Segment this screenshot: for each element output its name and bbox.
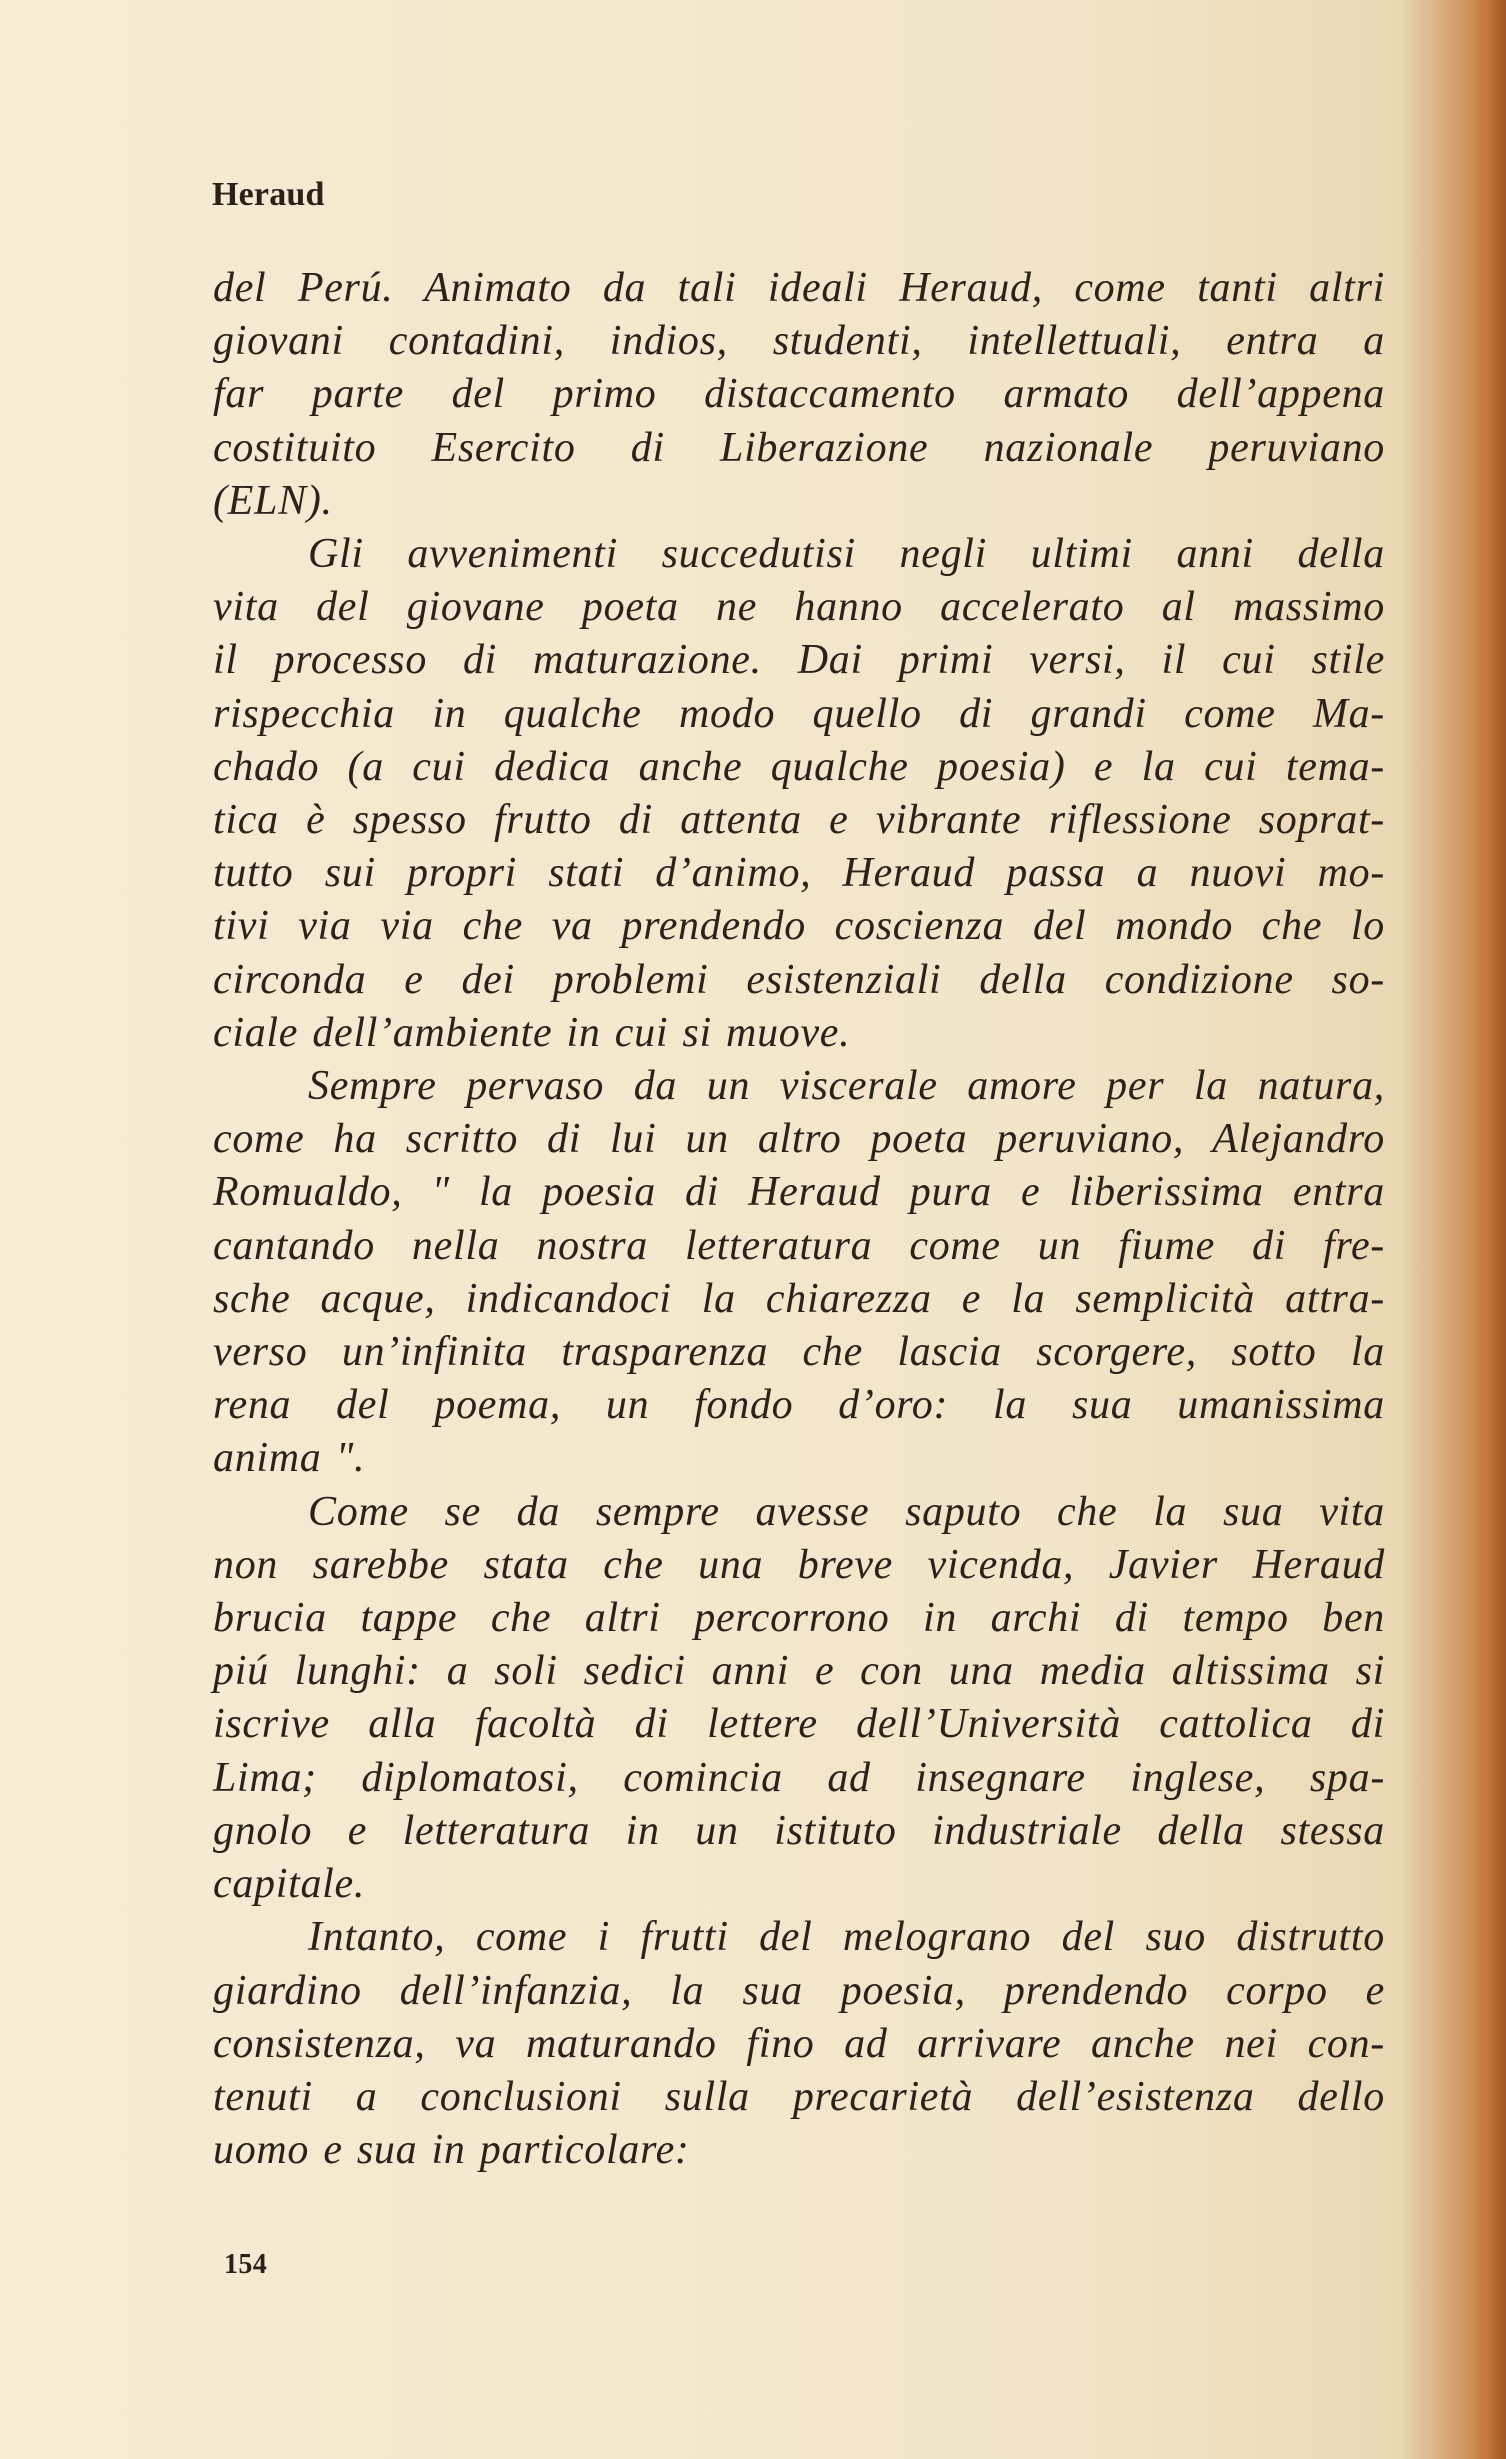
text-line: Intanto, come i frutti del melograno del suo distrutto xyxy=(308,1914,1385,1961)
text-line: giardino dell’infanzia, la sua poesia, prendendo corpo e xyxy=(213,1967,1385,2014)
text-line: far parte del primo distaccamento armato dell’appena xyxy=(213,371,1385,418)
text-line: (ELN). xyxy=(213,477,333,524)
text-line: tenuti a conclusioni sulla precarietà dell’esistenza dello xyxy=(213,2073,1385,2120)
text-line: uomo e sua in particolare: xyxy=(213,2127,690,2174)
text-line: consistenza, va maturando fino ad arrivare anche nei con- xyxy=(213,2020,1385,2067)
running-title: Heraud xyxy=(212,176,325,213)
text-line: ciale dell’ambiente in cui si muove. xyxy=(213,1009,851,1056)
text-line: tica è spesso frutto di attenta e vibrante riflessione soprat- xyxy=(213,797,1385,844)
text-line: Gli avvenimenti succedutisi negli ultimi anni della xyxy=(308,531,1385,578)
text-line: tivi via via che va prendendo coscienza del mondo che lo xyxy=(213,903,1385,950)
text-line: rispecchia in qualche modo quello di grandi come Ma- xyxy=(213,690,1385,737)
text-line: del Perú. Animato da tali ideali Heraud, come tanti altri xyxy=(213,265,1385,311)
text-line: piú lunghi: a soli sedici anni e con una media altissima si xyxy=(213,1648,1385,1695)
text-line: Sempre pervaso da un viscerale amore per la natura, xyxy=(308,1063,1385,1110)
text-line: Romualdo, " la poesia di Heraud pura e liberissima entra xyxy=(213,1169,1385,1216)
text-line: non sarebbe stata che una breve vicenda, Javier Heraud xyxy=(213,1541,1385,1588)
text-line: capitale. xyxy=(213,1861,366,1908)
text-line: sche acque, indicandoci la chiarezza e la semplicità attra- xyxy=(213,1275,1385,1322)
text-line: chado (a cui dedica anche qualche poesia) e la cui tema- xyxy=(213,743,1385,790)
text-line: vita del giovane poeta ne hanno accelerato al massimo xyxy=(213,584,1385,631)
text-line: rena del poema, un fondo d’oro: la sua umanissima xyxy=(213,1382,1385,1429)
text-line: circonda e dei problemi esistenziali della condizione so- xyxy=(213,956,1385,1003)
text-line: tutto sui propri stati d’animo, Heraud passa a nuovi mo- xyxy=(213,850,1385,897)
text-line: il processo di maturazione. Dai primi versi, il cui stile xyxy=(213,637,1385,684)
text-line: gnolo e letteratura in un istituto industriale della stessa xyxy=(213,1807,1385,1854)
text-line: cantando nella nostra letteratura come un fiume di fre- xyxy=(213,1222,1385,1269)
page-edge-shadow xyxy=(1472,0,1506,2459)
body-text xyxy=(213,262,1385,2177)
text-line: giovani contadini, indios, studenti, intellettuali, entra a xyxy=(213,318,1385,365)
text-line: Come se da sempre avesse saputo che la sua vita xyxy=(308,1488,1385,1535)
text-line: brucia tappe che altri percorrono in archi di tempo ben xyxy=(213,1595,1385,1642)
text-line: costituito Esercito di Liberazione nazionale peruviano xyxy=(213,424,1385,471)
text-line: verso un’infinita trasparenza che lascia scorgere, sotto la xyxy=(213,1329,1385,1376)
page-number: 154 xyxy=(224,2249,268,2280)
text-line: come ha scritto di lui un altro poeta peruviano, Alejandro xyxy=(213,1116,1385,1163)
text-line: Lima; diplomatosi, comincia ad insegnare inglese, spa- xyxy=(213,1754,1385,1801)
text-line: anima ". xyxy=(213,1435,366,1482)
text-line: iscrive alla facoltà di lettere dell’Università cattolica di xyxy=(213,1701,1385,1748)
